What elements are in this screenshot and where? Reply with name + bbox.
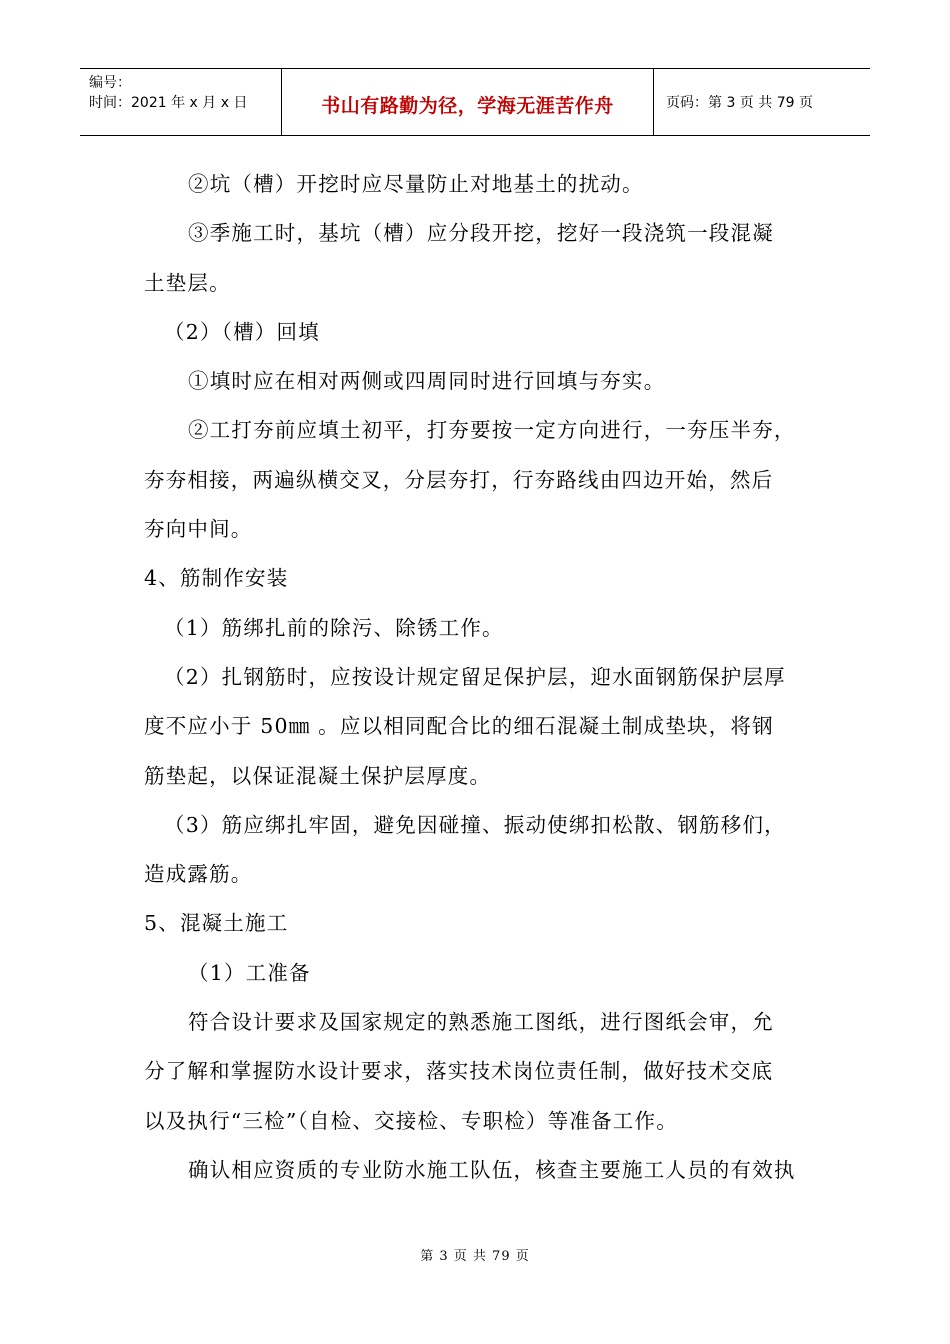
paragraph-line: （3）筋应绑扎牢固，避免因碰撞、振动使绑扣松散、钢筋移们， — [164, 812, 786, 837]
paragraph-line: 夯夯相接，两遍纵横交叉，分层夯打，行夯路线由四边开始，然后 — [144, 467, 774, 492]
paragraph-line: （1）筋绑扎前的除污、除锈工作。 — [164, 615, 504, 640]
header-page-info: 页码：第 3 页 共 79 页 — [666, 95, 813, 111]
paragraph-line: 筋垫起，以保证混凝土保护层厚度。 — [144, 763, 492, 788]
document-number-label: 编号： — [89, 75, 131, 91]
paragraph-line: 度不应小于 50㎜ 。应以相同配合比的细石混凝土制成垫块，将钢 — [144, 714, 774, 739]
paragraph-line: （2）（槽）回填 — [164, 319, 320, 344]
paragraph-line: ②坑（槽）开挖时应尽量防止对地基土的扰动。 — [188, 172, 644, 196]
paragraph-line: 分了解和掌握防水设计要求，落实技术岗位责任制，做好技术交底 — [144, 1059, 774, 1084]
paragraph-line: 确认相应资质的专业防水施工队伍，核查主要施工人员的有效执 — [188, 1157, 796, 1182]
paragraph-line: 夯向中间。 — [144, 517, 253, 542]
document-body — [144, 160, 808, 1195]
paragraph-line: 造成露筋。 — [144, 862, 253, 887]
paragraph-line: （1）工准备 — [188, 960, 311, 985]
paragraph-line: ③季施工时，基坑（槽）应分段开挖，挖好一段浇筑一段混凝 — [188, 221, 774, 246]
paragraph-line: 以及执行“三检”（自检、交接检、专职检）等准备工作。 — [144, 1108, 678, 1133]
paragraph-line: 5、混凝土施工 — [144, 911, 289, 936]
header-motto: 书山有路勤为径，学海无涯苦作舟 — [321, 94, 614, 117]
paragraph-line: （2）扎钢筋时，应按设计规定留足保护层，迎水面钢筋保护层厚 — [164, 664, 786, 689]
paragraph-line: 符合设计要求及国家规定的熟悉施工图纸，进行图纸会审，允 — [188, 1010, 774, 1035]
document-time-label: 时间：2021 年 x 月 x 日 — [89, 95, 248, 111]
header-motto-cell — [282, 69, 654, 135]
paragraph-line: 土垫层。 — [144, 270, 231, 295]
page-footer: 第 3 页 共 79 页 — [420, 1249, 530, 1264]
page-header — [80, 68, 870, 136]
paragraph-line: ②工打夯前应填土初平，打夯要按一定方向进行，一夯压半夯， — [188, 418, 796, 443]
header-page-cell — [654, 69, 870, 135]
paragraph-line: ①填时应在相对两侧或四周同时进行回填与夯实。 — [188, 369, 666, 394]
paragraph-line: 4、筋制作安装 — [144, 566, 289, 591]
header-meta-cell — [80, 69, 282, 135]
